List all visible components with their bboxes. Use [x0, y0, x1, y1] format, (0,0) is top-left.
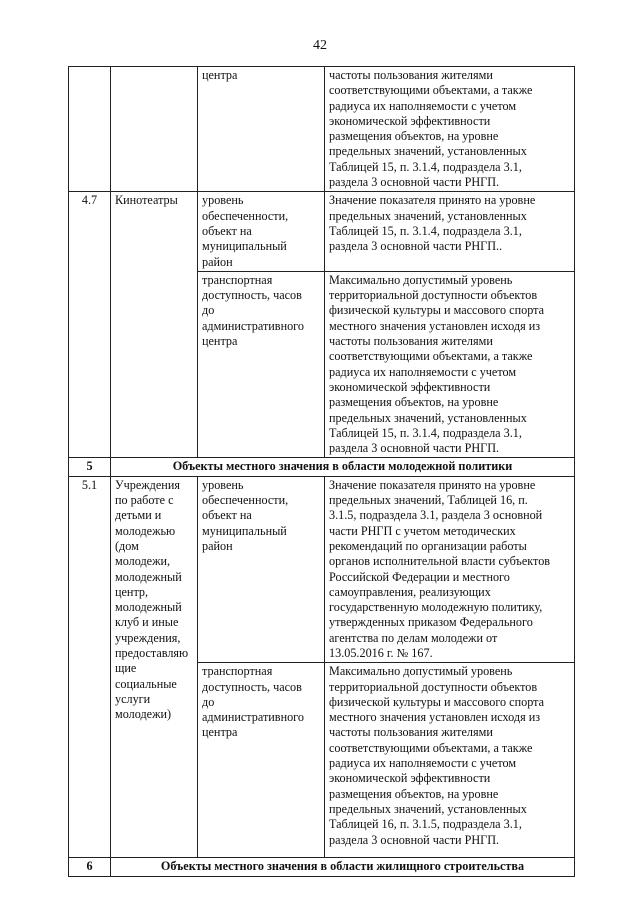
section-title: Объекты местного значения в области жилищного строительства: [111, 858, 575, 876]
cell-description: частоты пользования жителями соответствующими объектами, а также радиуса их наполняемости с учетом экономической эффективности размещения объектов, на уровне предельных значений, установленных Таблицей 15, п. 3.1.4, подраздела 3.1, раздела 3 основной части РНГП.: [325, 67, 575, 192]
cell-number: [69, 67, 111, 192]
cell-indicator: транспортная доступность, часов до административного центра: [198, 271, 325, 458]
table-row: [69, 476, 575, 663]
cell-object: Учреждения по работе с детьми и молодежью (дом молодежи, молодежный центр, молодежный клуб и иные учреждения, предоставляю щие социальные услуги молодежи): [111, 476, 198, 858]
cell-description: Максимально допустимый уровень территориальной доступности объектов физической культуры и массового спорта местного значения установлен исходя из частоты пользования жителями соответствующими объектами, а также радиуса их наполняемости с учетом экономической эффективности размещения объектов, на уровне предельных значений, установленных Таблицей 16, п. 3.1.5, подраздела 3.1, раздела 3 основной части РНГП.: [325, 663, 575, 858]
section-number: 6: [69, 858, 111, 876]
page-number: 42: [313, 38, 327, 53]
cell-number: 4.7: [69, 192, 111, 458]
cell-object: Кинотеатры: [111, 192, 198, 458]
cell-indicator: центра: [198, 67, 325, 192]
cell-indicator: транспортная доступность, часов до административного центра: [198, 663, 325, 858]
section-header-row: [69, 858, 575, 876]
cell-description: Значение показателя принято на уровне предельных значений, установленных Таблицей 15, п. 3.1.4, подраздела 3.1, раздела 3 основной части РНГП..: [325, 192, 575, 271]
cell-indicator: уровень обеспеченности, объект на муниципальный район: [198, 192, 325, 271]
cell-description: Максимально допустимый уровень территориальной доступности объектов физической культуры и массового спорта местного значения установлен исходя из частоты пользования жителями соответствующими объектами, а также радиуса их наполняемости с учетом экономической эффективности размещения объектов, на уровне предельных значений, установленных Таблицей 15, п. 3.1.4, подраздела 3.1, раздела 3 основной части РНГП.: [325, 271, 575, 458]
cell-indicator: уровень обеспеченности, объект на муниципальный район: [198, 476, 325, 663]
section-title: Объекты местного значения в области молодежной политики: [111, 458, 575, 476]
cell-description: Значение показателя принято на уровне предельных значений, Таблицей 16, п. 3.1.5, подраздела 3.1, раздела 3 основной части РНГП с учетом методических рекомендаций по организации работы органов исполнительной власти субъектов Российской Федерации и местного самоуправления, реализующих государственную молодежную политику, утвержденных приказом Федерального агентства по делам молодежи от 13.05.2016 г. № 167.: [325, 476, 575, 663]
table-row: [69, 67, 575, 192]
section-number: 5: [69, 458, 111, 476]
cell-number: 5.1: [69, 476, 111, 858]
standards-table: [68, 66, 575, 877]
section-header-row: [69, 458, 575, 476]
table-row: [69, 192, 575, 271]
cell-object: [111, 67, 198, 192]
